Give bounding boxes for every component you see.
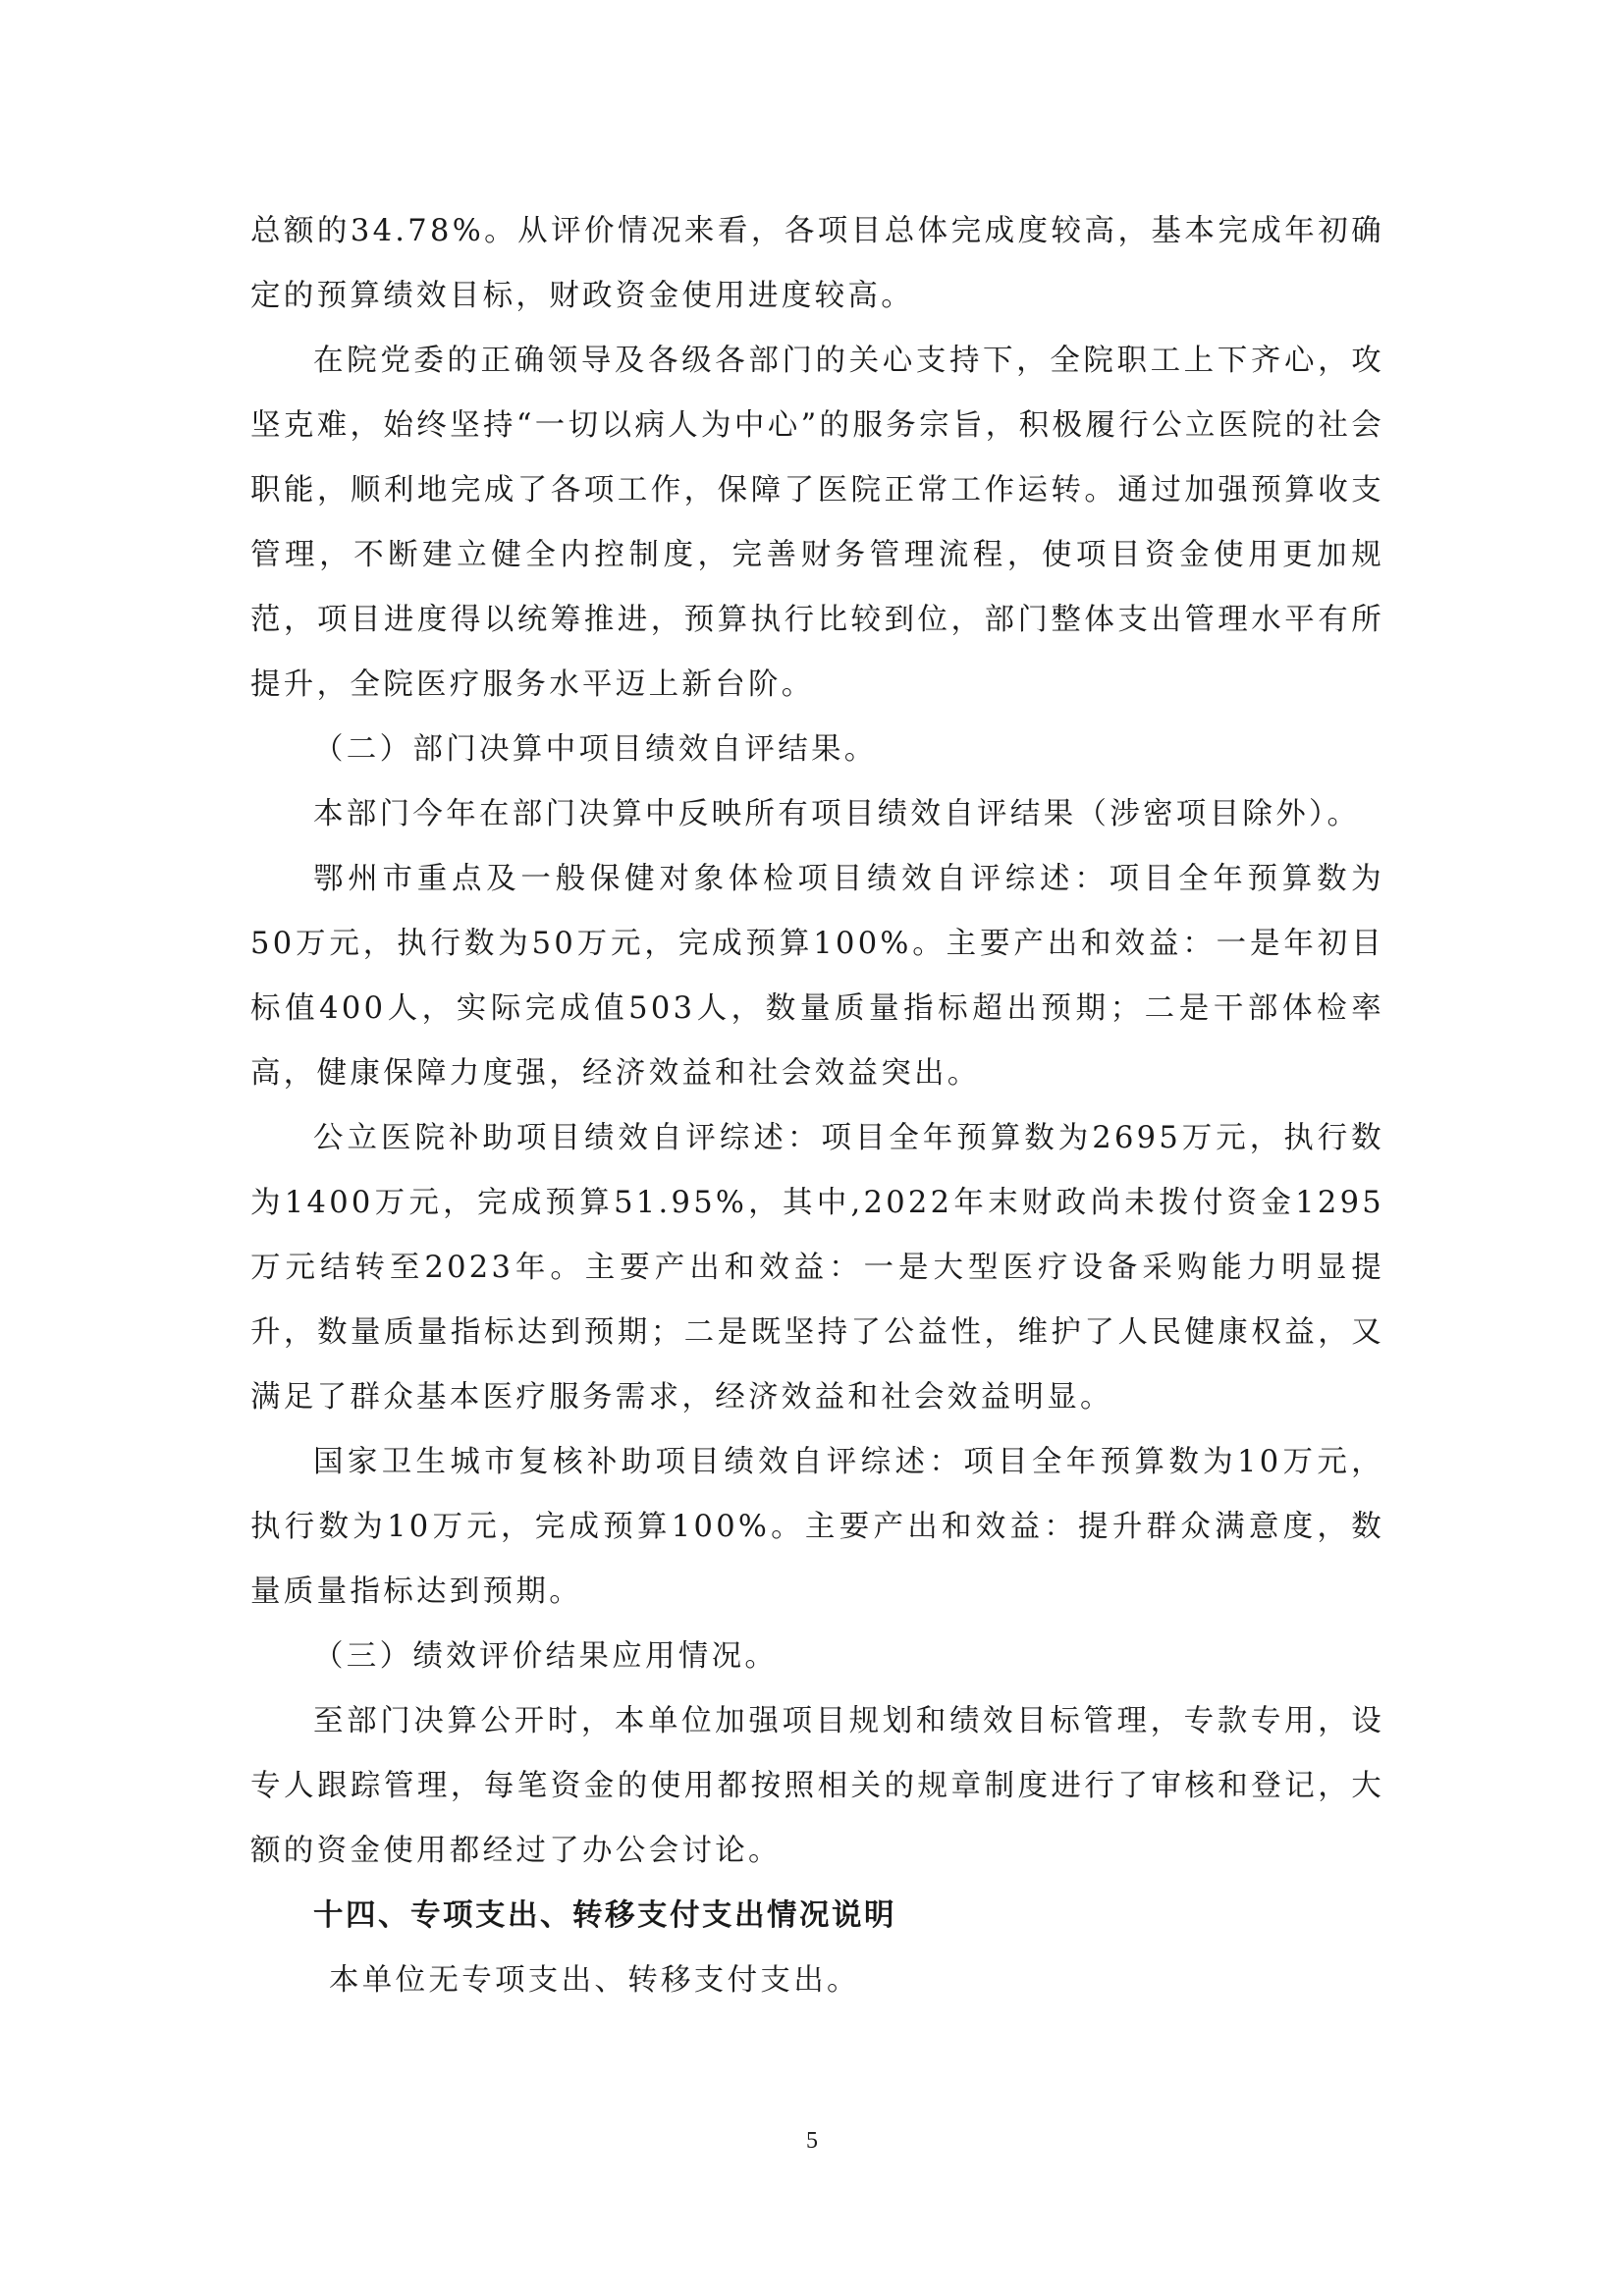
paragraph-public-hospital-subsidy: 公立医院补助项目绩效自评综述：项目全年预算数为2695万元，执行数为1400万元，完成预算51.95%，其中,2022年末财政尚未拨付资金1295万元结转至2023年。主要产出和效益：一是大型医疗设备采购能力明显提升，数量质量指标达到预期；二是既坚持了公益性，维护了人民健康权益，又满足了群众基本医疗服务需求，经济效益和社会效益明显。 (250, 1121, 1384, 1415)
paragraph-evaluation-summary: 总额的34.78%。从评价情况来看，各项目总体完成度较高，基本完成年初确定的预算绩效目标，财政资金使用进度较高。 (250, 214, 1384, 313)
page-number: 5 (806, 2128, 818, 2154)
paragraph-health-check-project: 鄂州市重点及一般保健对象体检项目绩效自评综述：项目全年预算数为50万元，执行数为50万元，完成预算100%。主要产出和效益：一是年初目标值400人，实际完成值503人，数量质量指标超出预期；二是干部体检率高，健康保障力度强，经济效益和社会效益突出。 (250, 862, 1384, 1091)
paragraph-hospital-work-summary: 在院党委的正确领导及各级各部门的关心支持下，全院职工上下齐心，攻坚克难，始终坚持“一切以病人为中心”的服务宗旨，积极履行公立医院的社会职能，顺利地完成了各项工作，保障了医院正常工作运转。通过加强预算收支管理，不断建立健全内控制度，完善财务管理流程，使项目资金使用更加规范，项目进度得以统筹推进，预算执行比较到位，部门整体支出管理水平有所提升，全院医疗服务水平迈上新台阶。 (250, 344, 1384, 702)
paragraph-self-evaluation-scope: 本部门今年在部门决算中反映所有项目绩效自评结果（涉密项目除外）。 (313, 797, 1361, 831)
paragraph-no-special-expenditure: 本单位无专项支出、转移支付支出。 (329, 1963, 860, 1998)
document-body (250, 199, 1384, 2013)
subheading-evaluation-application: （三）绩效评价结果应用情况。 (313, 1639, 779, 1674)
paragraph-evaluation-application: 至部门决算公开时，本单位加强项目规划和绩效目标管理，专款专用，设专人跟踪管理，每笔资金的使用都按照相关的规章制度进行了审核和登记，大额的资金使用都经过了办公会讨论。 (250, 1704, 1384, 1868)
section-heading-special-expenditure: 十四、专项支出、转移支付支出情况说明 (313, 1898, 896, 1933)
subheading-project-self-evaluation: （二）部门决算中项目绩效自评结果。 (313, 732, 878, 767)
paragraph-sanitary-city-review: 国家卫生城市复核补助项目绩效自评综述：项目全年预算数为10万元，执行数为10万元，完成预算100%。主要产出和效益：提升群众满意度，数量质量指标达到预期。 (250, 1445, 1384, 1609)
